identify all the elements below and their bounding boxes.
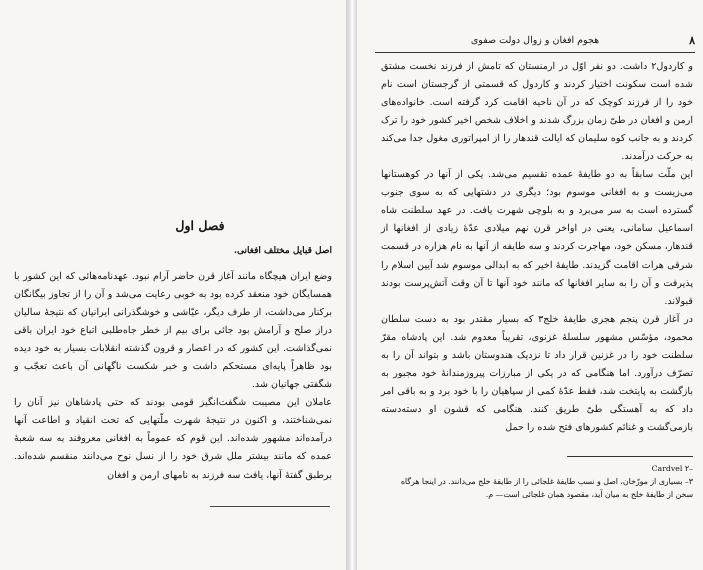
running-head: هجوم افغان و زوال دولت صفوی <box>470 35 600 46</box>
page-number: ۸ <box>689 34 695 47</box>
paragraph: این ملّت سابقاً به دو طایفهٔ عمده تقسیم می‌شد. یکی از آنها در کوهستانها می‌زیست و به افغانی موسوم بود؛ دیگری در دشتهایی که به سوی جنوب گسترده است به سر می‌برد و به بلوچی شهرت یافت. در عهد سلطنت شاه اسماعیل سامانی، یعنی در اواخر قرن نهم میلادی عدّهٔ زیادی از افغانها از قندهار، مسکن خود، مهاجرت کردند و سه طایفه از آنها به نام هزاره در قسمت شرقی هرات اقامت گزیدند. طایفهٔ اخیر که به ابدالی موسوم شد آیین اسلام را پذیرفت و آن را به سایر افغانها که مانند خود آنها تا آن وقت آتش‌پرست بودند قبولاند. <box>381 169 693 307</box>
paragraph: وضع ایران هیچگاه مانند آغاز قرن حاضر آرام نبود. عهدنامه‌هائی که این کشور با همسایگان خود منعقد کرده بود به خوبی رعایت می‌شد و آن را از تجاوز بیگانگان برکنار می‌داشت، از طرف دیگر، عیّاشی و خوشگذرانی ایرانیان که نتیجهٔ سالیان دراز صلح و آرامش بود جائی برای بیم از خطر جاه‌طلبی اتباع خود ایران باقی نمی‌گذاشت. این کشور که در اعصار و قرون گذشته انقلابات بسیار به خود دیده بود ظاهراً پایه‌ای مستحکم داشت و خبر شکست ناگهانی آن باعث تعجّب و شگفتی جهانیان شد. <box>14 271 332 391</box>
paragraph: عاملان این مصیبت شگفت‌انگیز قومی بودند که حتی پادشاهان نیز آنان را نمی‌شناختند، و اکنون در نتیجهٔ شهرت ملّتهایی که تحت انقیاد و اطاعت آنها درآمده‌اند مشهور شده‌اند. این قوم که عموماً به افغانی معروفند به سه شعبهٔ عمده که مانند بیشتر ملل شرق خود را از نسل نوح می‌دانند منقسم شده‌اند. برطبق گفتهٔ آنها، یافث سه فرزند به نامهای ارمن و افغان <box>14 397 332 481</box>
right-page <box>357 0 703 570</box>
end-rule <box>210 506 330 507</box>
left-body-text <box>14 268 332 485</box>
footnote-2 <box>381 462 693 475</box>
left-page <box>0 0 346 570</box>
footnotes <box>381 462 693 501</box>
chapter-title: فصل اول <box>175 218 225 233</box>
right-body-text <box>381 58 693 437</box>
footnote-2-latin: Cardvel <box>651 464 683 473</box>
paragraph: و کاردول۲ داشت. دو نفر اوّل در ارمنستان که تامش از فرزند نخست مشتق شده است سکونت اختیار کردند و کاردول که قسمتی از گرجستان است نام خود را از فرزند کوچک که در آن ناحیه اقامت کرد گرفته است. خانواده‌های ارمن و افغان در طیّ زمان بزرگ شدند و اخلاف شخص اخیر کشور خود را ترک کردند و به جانب کوه سلیمان که ایالت قندهار را از امپراتوری مغول جدا می‌کند به حرکت درآمدند. <box>381 61 693 163</box>
footnote-3: ۳– بسیاری از مورّخان، اصل و نسب طایفهٔ غلجائی را از طایفهٔ خلج می‌دانند. در اینجا هرگاه سخن از طایفهٔ خلج به میان آید، مقصود همان غلجائی است— م. <box>400 477 693 499</box>
footnote-2-number: ۲– <box>684 464 693 473</box>
footnote-rule <box>567 456 693 457</box>
book-gutter <box>346 0 357 570</box>
section-title: اصل قبایل مختلف افغانی. <box>233 246 332 256</box>
paragraph: در آغاز قرن پنجم هجری طایفهٔ خلج۳ که بسیار مقتدر بود به دست سلطان محمود، مؤسّس مشهور سلسلهٔ غزنوی، تقریباً معدوم شد. این پادشاه مقرّ سلطنت خود را در غزنین قرار داد تا نزدیک هندوستان باشد و بتواند آن را به تصرّف درآورد. اما هنگامی که در یکی از مبارزات پیروزمندانهٔ خود مجبور به بازگشت به پایتخت شد، فقط عدّهٔ کمی از سپاهیان را با خود برد و به باقی امر داد که به آهستگی طیّ طریق کنند. هنگامی که قشون او دسته‌دسته بازمی‌گشت و غنائم کشورهای فتح شده را حمل <box>381 313 693 433</box>
page-header <box>375 32 695 53</box>
